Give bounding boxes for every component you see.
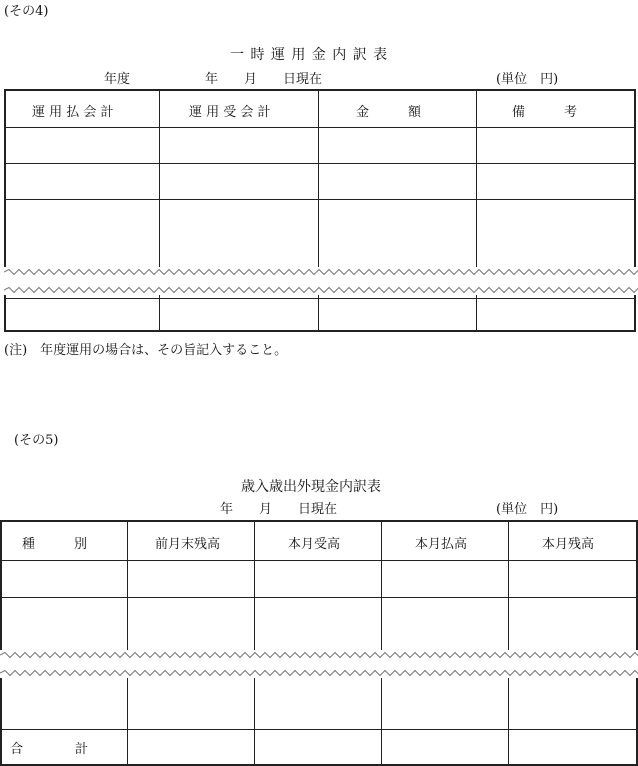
section5-break-line-lower: [0, 671, 638, 676]
section5-table: [0, 520, 638, 766]
section4-date: 年 月 日現在: [205, 72, 323, 87]
section4-header-remarks: 備 考: [512, 105, 578, 120]
section4-label: (その4): [4, 4, 49, 19]
section4-fiscal-year: 年度: [104, 72, 131, 87]
section4-header-receiver: 運 用 受 会 計: [189, 105, 271, 120]
section5-title: 歳入歳出外現金内訳表: [241, 479, 381, 495]
section4-title: 一 時 運 用 金 内 訳 表: [230, 47, 389, 63]
section4-header-amount: 金 額: [356, 105, 422, 120]
section5-date: 年 月 日現在: [220, 502, 338, 517]
section5-break-line-upper: [0, 653, 638, 658]
section4-break-line-upper: [4, 270, 638, 275]
section5-header-category: 種 別: [22, 537, 88, 552]
section4-table: [4, 89, 636, 332]
section5-break-band: [0, 650, 638, 678]
section5-header-paid: 本月払高: [415, 537, 468, 552]
section5-header-received: 本月受高: [288, 537, 341, 552]
section5-label: (その5): [14, 433, 59, 448]
section4-header-payer: 運 用 払 会 計: [32, 105, 114, 120]
section5-header-prev-balance: 前月末残高: [155, 537, 221, 552]
section4-break-band: [4, 267, 638, 295]
section4-note: (注) 年度運用の場合は、その旨記入すること。: [4, 343, 288, 358]
section4-break-line-lower: [4, 288, 638, 293]
section5-total-label: 合 計: [10, 742, 89, 757]
section5-header-balance: 本月残高: [542, 537, 595, 552]
section4-unit: (単位 円): [496, 72, 559, 87]
section5-unit: (単位 円): [496, 502, 559, 517]
